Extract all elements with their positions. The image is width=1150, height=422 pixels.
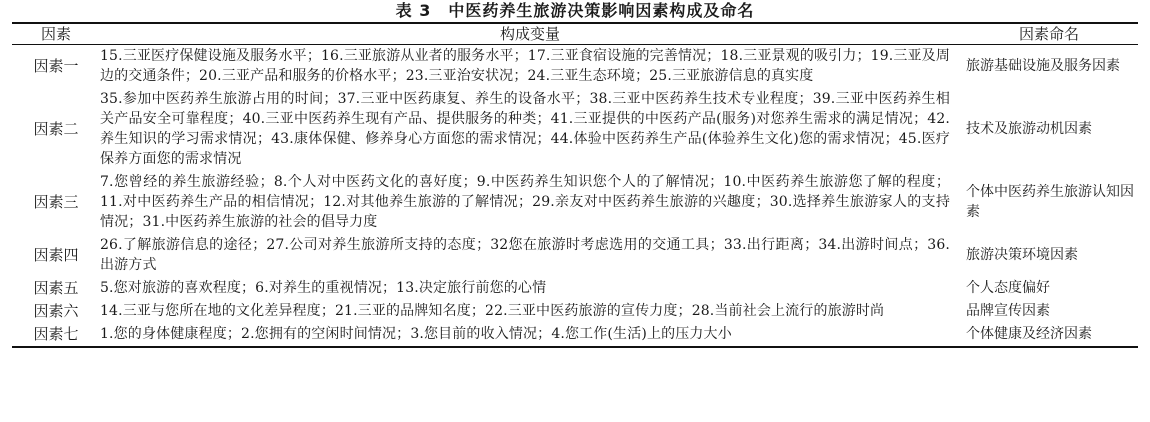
- factor-cell: 因素五: [33, 279, 79, 297]
- table-caption: 表 3 中医药养生旅游决策影响因素构成及命名: [395, 1, 755, 20]
- factor-cell: 因素四: [33, 246, 79, 264]
- factor-name-cell: 个体健康及经济因素: [966, 326, 1092, 342]
- factor-table: [12, 22, 1138, 348]
- factor-name-cell: 个人态度偏好: [966, 280, 1050, 296]
- factor-cell: 因素二: [33, 120, 79, 138]
- table-header: [12, 23, 1138, 45]
- factor-name-cell: 旅游决策环境因素: [966, 247, 1078, 263]
- factor-cell: 因素三: [33, 193, 79, 211]
- factor-cell: 因素七: [33, 325, 79, 343]
- variables-cell: 5.您对旅游的喜欢程度；6.对养生的重视情况；13.决定旅行前您的心情: [100, 280, 547, 296]
- factor-name-cell: 个体中医药养生旅游认知因素: [966, 184, 1134, 220]
- table-row: [12, 45, 1138, 89]
- table-row: [12, 234, 1138, 277]
- table-body: [12, 45, 1138, 348]
- variables-cell: 14.三亚与您所在地的文化差异程度；21.三亚的品牌知名度；22.三亚中医药旅游的宣传力度；28.当前社会上流行的旅游时尚: [100, 303, 885, 319]
- variables-cell: 26.了解旅游信息的途径；27.公司对养生旅游所支持的态度；32您在旅游时考虑选用的交通工具；33.出行距离；34.出游时间点；36.出游方式: [100, 237, 950, 273]
- variables-cell: 7.您曾经的养生旅游经验；8.个人对中医药文化的喜好度；9.中医药养生知识您个人的了解情况；10.中医药养生旅游您了解的程度；11.对中医药养生产品的相信情况；12.对其他养生旅游的了解情况；29.亲友对中医药养生旅游的兴趣度；30.选择养生旅游家人的支持情况；31.中医药养生旅游的社会的倡导力度: [100, 174, 950, 230]
- factor-cell: 因素一: [33, 57, 79, 75]
- table-row: [12, 300, 1138, 323]
- factor-cell: 因素六: [33, 302, 79, 320]
- header-variables: 构成变量: [499, 25, 560, 43]
- factor-name-cell: 旅游基础设施及服务因素: [966, 58, 1120, 74]
- factor-name-cell: 品牌宣传因素: [966, 303, 1050, 319]
- header-factor: 因素: [40, 25, 71, 43]
- table-row: [12, 277, 1138, 300]
- variables-cell: 15.三亚医疗保健设施及服务水平；16.三亚旅游从业者的服务水平；17.三亚食宿设施的完善情况；18.三亚景观的吸引力；19.三亚及周边的交通条件；20.三亚产品和服务的价格水平；23.三亚治安状况；24.三亚生态环境；25.三亚旅游信息的真实度: [100, 48, 950, 84]
- table-row: [12, 88, 1138, 171]
- factor-name-cell: 技术及旅游动机因素: [966, 121, 1092, 137]
- table-row: [12, 323, 1138, 347]
- table-row: [12, 171, 1138, 234]
- variables-cell: 1.您的身体健康程度；2.您拥有的空闲时间情况；3.您目前的收入情况；4.您工作(生活)上的压力大小: [100, 326, 732, 342]
- header-row: [12, 23, 1138, 45]
- header-name: 因素命名: [1018, 25, 1079, 43]
- variables-cell: 35.参加中医药养生旅游占用的时间；37.三亚中医药康复、养生的设备水平；38.三亚中医药养生技术专业程度；39.三亚中医药养生相关产品安全可靠程度；40.三亚中医药养生现有产品、提供服务的种类；41.三亚提供的中医药产品(服务)对您养生需求的满足情况；42.养生知识的学习需求情况；43.康体保健、修养身心方面您的需求情况；44.体验中医药养生产品(体验养生文化)您的需求情况；45.医疗保养方面您的需求情况: [100, 91, 950, 167]
